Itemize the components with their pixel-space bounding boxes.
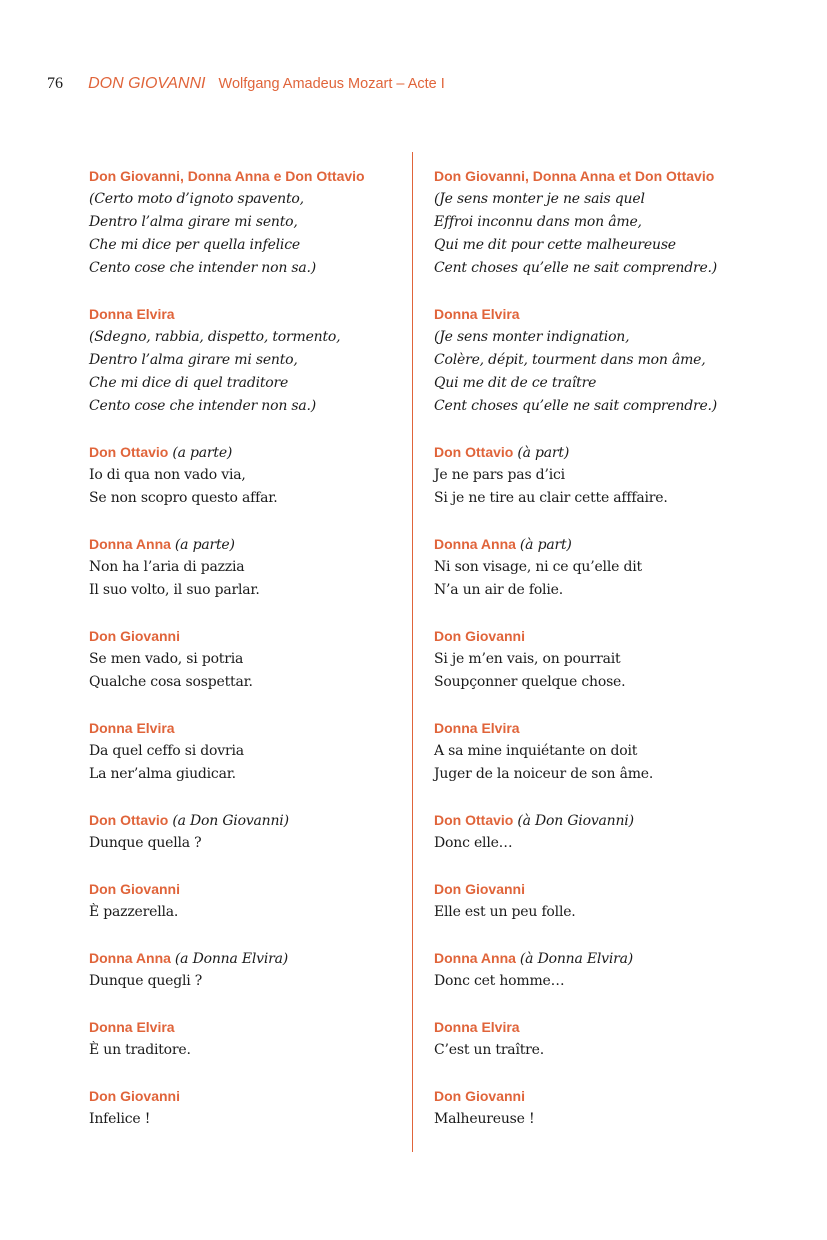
- speaker-line: [89, 1085, 409, 1108]
- speaker-line: [434, 1085, 764, 1108]
- verse-line: È pazzerella.: [89, 904, 179, 920]
- italian-column: [89, 165, 409, 1154]
- verse-line: Se men vado, si potria: [89, 651, 244, 667]
- verse-line: (Certo moto d’ignoto spavento,: [89, 191, 304, 207]
- dialogue-block: [89, 303, 409, 418]
- verse-line: Che mi dice per quella infelice: [89, 237, 300, 253]
- verse-line: Soupçonner quelque chose.: [434, 674, 626, 690]
- dialogue-block: [89, 1085, 409, 1131]
- dialogue-block: [89, 441, 409, 510]
- speaker-name: Don Giovanni: [89, 881, 180, 897]
- speaker-line: [434, 1016, 764, 1039]
- dialogue-block: [434, 165, 764, 280]
- verse-line: Non ha l’aria di pazzia: [89, 559, 245, 575]
- verse-line: Je ne pars pas d’ici: [434, 467, 565, 483]
- speaker-line: [434, 625, 764, 648]
- speaker-name: Don Ottavio: [89, 812, 169, 828]
- verse-line: Infelice !: [89, 1111, 151, 1127]
- verse-line: Cent choses qu’elle ne sait comprendre.): [434, 398, 718, 414]
- dialogue-block: [89, 809, 409, 855]
- french-column: [434, 165, 764, 1154]
- dialogue-block: [434, 1085, 764, 1131]
- verse-line: Qualche cosa sospettar.: [89, 674, 253, 690]
- speaker-name: Donna Anna: [434, 536, 516, 552]
- speaker-name: Donna Anna: [434, 950, 516, 966]
- dialogue-block: [89, 533, 409, 602]
- dialogue-block: [434, 625, 764, 694]
- verse-line: Si je m’en vais, on pourrait: [434, 651, 621, 667]
- verse-line: C’est un traître.: [434, 1042, 544, 1058]
- speaker-name: Don Ottavio: [89, 444, 169, 460]
- stage-direction: (à part): [517, 445, 570, 461]
- stage-direction: (a parte): [172, 445, 233, 461]
- verse-line: È un traditore.: [89, 1042, 191, 1058]
- verse-line: La ner’alma giudicar.: [89, 766, 236, 782]
- book-subtitle: Wolfgang Amadeus Mozart – Acte I: [218, 76, 445, 92]
- dialogue-block: [89, 878, 409, 924]
- verse-line: Cent choses qu’elle ne sait comprendre.): [434, 260, 718, 276]
- speaker-name: Don Giovanni: [89, 628, 180, 644]
- speaker-line: [89, 1016, 409, 1039]
- dialogue-block: [89, 947, 409, 993]
- stage-direction: (a parte): [174, 537, 235, 553]
- speaker-name: Donna Elvira: [434, 720, 520, 736]
- dialogue-block: [434, 809, 764, 855]
- dialogue-block: [434, 717, 764, 786]
- dialogue-block: [434, 303, 764, 418]
- dialogue-block: [89, 1016, 409, 1062]
- speaker-line: [89, 441, 409, 464]
- speaker-line: [434, 809, 764, 832]
- dialogue-block: [434, 878, 764, 924]
- speaker-line: [434, 947, 764, 970]
- verse-line: N’a un air de folie.: [434, 582, 563, 598]
- speaker-name: Donna Elvira: [434, 1019, 520, 1035]
- speaker-name: Donna Elvira: [434, 306, 520, 322]
- column-divider: [412, 152, 413, 1152]
- speaker-name: Don Ottavio: [434, 444, 514, 460]
- speaker-name: Don Giovanni: [434, 1088, 525, 1104]
- speaker-name: Donna Anna: [89, 536, 171, 552]
- verse-line: Juger de la noiceur de son âme.: [434, 766, 654, 782]
- speaker-line: [89, 809, 409, 832]
- verse-line: Qui me dit pour cette malheureuse: [434, 237, 676, 253]
- speaker-line: [434, 878, 764, 901]
- speaker-line: [89, 947, 409, 970]
- verse-line: Il suo volto, il suo parlar.: [89, 582, 260, 598]
- verse-line: Elle est un peu folle.: [434, 904, 576, 920]
- speaker-line: [89, 625, 409, 648]
- verse-line: Cento cose che intender non sa.): [89, 398, 317, 414]
- dialogue-block: [434, 1016, 764, 1062]
- speaker-line: [434, 717, 764, 740]
- speaker-name: Don Giovanni, Donna Anna e Don Ottavio: [89, 168, 365, 184]
- verse-line: A sa mine inquiétante on doit: [434, 743, 638, 759]
- speaker-name: Don Giovanni: [89, 1088, 180, 1104]
- speaker-line: [434, 533, 764, 556]
- verse-line: Da quel ceffo si dovria: [89, 743, 244, 759]
- verse-line: Se non scopro questo affar.: [89, 490, 278, 506]
- speaker-name: Don Giovanni: [434, 628, 525, 644]
- verse-line: Che mi dice di quel traditore: [89, 375, 289, 391]
- speaker-name: Donna Anna: [89, 950, 171, 966]
- speaker-name: Don Ottavio: [434, 812, 514, 828]
- verse-line: Cento cose che intender non sa.): [89, 260, 317, 276]
- stage-direction: (a Don Giovanni): [172, 813, 289, 829]
- speaker-line: [89, 533, 409, 556]
- speaker-name: Donna Elvira: [89, 720, 175, 736]
- verse-line: Colère, dépit, tourment dans mon âme,: [434, 352, 706, 368]
- speaker-name: Don Giovanni, Donna Anna et Don Ottavio: [434, 168, 715, 184]
- dialogue-block: [89, 717, 409, 786]
- dialogue-block: [434, 441, 764, 510]
- verse-line: Donc elle…: [434, 835, 513, 851]
- verse-line: Ni son visage, ni ce qu’elle dit: [434, 559, 642, 575]
- verse-line: (Je sens monter indignation,: [434, 329, 630, 345]
- verse-line: Si je ne tire au clair cette afffaire.: [434, 490, 668, 506]
- verse-line: Effroi inconnu dans mon âme,: [434, 214, 642, 230]
- verse-line: Io di qua non vado via,: [89, 467, 246, 483]
- speaker-line: [89, 878, 409, 901]
- verse-line: Qui me dit de ce traître: [434, 375, 597, 391]
- stage-direction: (a Donna Elvira): [174, 951, 289, 967]
- speaker-name: Donna Elvira: [89, 306, 175, 322]
- verse-line: Malheureuse !: [434, 1111, 535, 1127]
- speaker-line: [434, 303, 764, 326]
- dialogue-block: [89, 625, 409, 694]
- speaker-line: [89, 303, 409, 326]
- verse-line: Dunque quegli ?: [89, 973, 203, 989]
- page-number: 76: [47, 75, 63, 92]
- stage-direction: (à part): [519, 537, 572, 553]
- speaker-line: [434, 165, 764, 188]
- book-title: DON GIOVANNI: [88, 75, 206, 92]
- running-head: [47, 73, 445, 94]
- verse-line: (Je sens monter je ne sais quel: [434, 191, 645, 207]
- speaker-line: [434, 441, 764, 464]
- verse-line: (Sdegno, rabbia, dispetto, tormento,: [89, 329, 341, 345]
- dialogue-block: [434, 947, 764, 993]
- verse-line: Dentro l’alma girare mi sento,: [89, 214, 298, 230]
- dialogue-block: [89, 165, 409, 280]
- speaker-line: [89, 717, 409, 740]
- verse-line: Donc cet homme…: [434, 973, 565, 989]
- verse-line: Dunque quella ?: [89, 835, 202, 851]
- stage-direction: (à Donna Elvira): [519, 951, 634, 967]
- verse-line: Dentro l’alma girare mi sento,: [89, 352, 298, 368]
- speaker-name: Don Giovanni: [434, 881, 525, 897]
- stage-direction: (à Don Giovanni): [517, 813, 634, 829]
- speaker-line: [89, 165, 409, 188]
- speaker-name: Donna Elvira: [89, 1019, 175, 1035]
- dialogue-block: [434, 533, 764, 602]
